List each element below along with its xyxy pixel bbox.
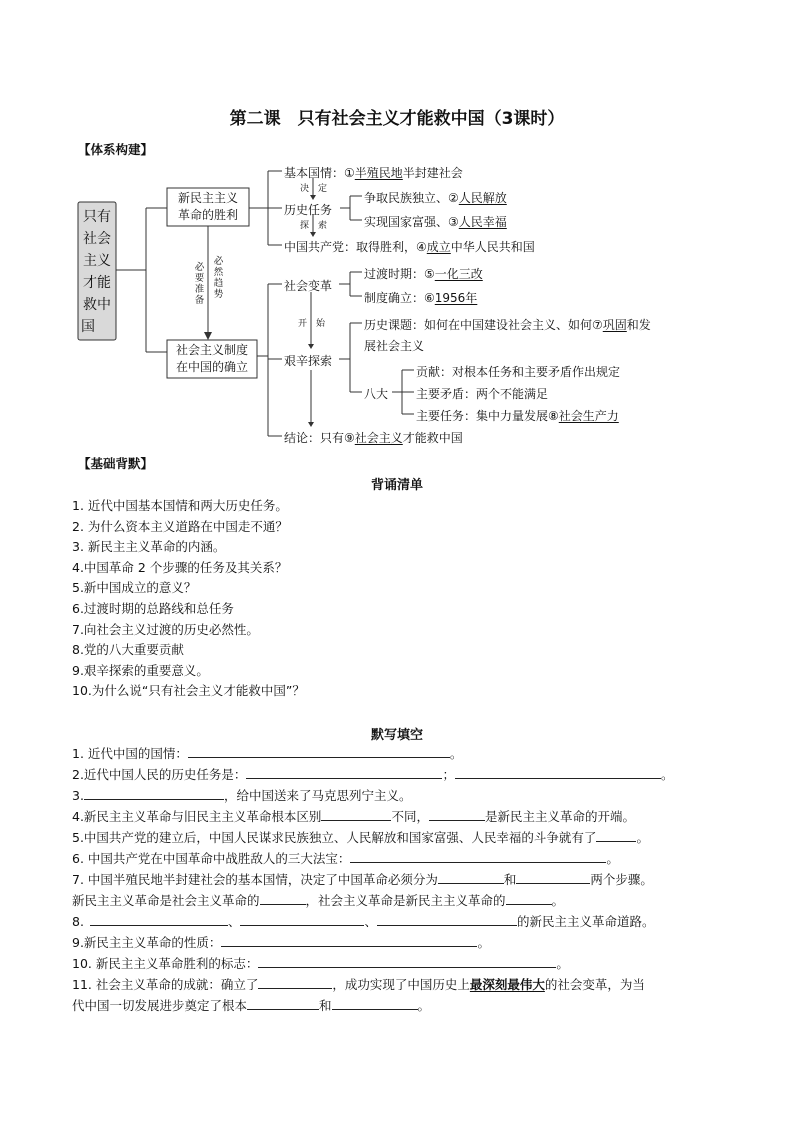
node-conclusion	[284, 429, 463, 446]
node-main-contradiction: 主要矛盾：两个不能满足	[416, 387, 549, 401]
node-8th-congress: 八大	[364, 387, 389, 401]
text: 中华人民共和国	[450, 240, 535, 254]
label-start: 开 始	[298, 319, 326, 329]
node-task-2	[364, 213, 507, 230]
text: 1. 近代中国的国情：	[72, 746, 188, 761]
text: ，给中国送来了马克思列宁主义。	[223, 788, 412, 803]
answer: 成立	[426, 240, 451, 254]
text: 2.近代中国人民的历史任务是：	[72, 767, 247, 782]
vchar: 要	[194, 273, 205, 284]
dictation-q3	[72, 786, 411, 804]
text: 结论：只有⑨	[284, 431, 355, 445]
text: 5.中国共产党的建立后，中国人民谋求民族独立、人民解放和国家富强、人民幸福的斗争就有了	[72, 830, 597, 845]
text: 两个步骤。	[590, 872, 653, 887]
root-line: 只有	[83, 209, 111, 225]
node-social-reform: 社会变革	[284, 279, 333, 293]
text: 。	[660, 767, 674, 782]
mindmap-connectors	[0, 0, 794, 460]
root-line: 国	[81, 319, 95, 335]
text: 10. 新民主主义革命胜利的标志：	[72, 956, 259, 971]
section-basics-heading: 【基础背默】	[78, 456, 154, 471]
blank-field[interactable]	[321, 808, 391, 821]
answer: 半殖民地	[354, 166, 403, 180]
box-line: 社会主义制度	[175, 343, 248, 357]
section-structure-heading: 【体系构建】	[78, 142, 154, 157]
recite-list	[72, 496, 305, 702]
blank-field[interactable]	[246, 766, 442, 779]
box-line: 新民主主义	[177, 191, 238, 205]
dictation-q6	[72, 849, 619, 867]
text: 的社会变革，为当	[544, 977, 645, 992]
node-cpc	[284, 238, 535, 255]
text: 。	[449, 746, 463, 761]
list-item: 9.艰辛探索的重要意义。	[72, 662, 209, 678]
blank-field[interactable]	[506, 892, 552, 905]
text: 。	[477, 935, 490, 950]
vchar: 势	[213, 289, 224, 300]
vchar: 然	[213, 267, 224, 278]
text: ，成功实现了中国历史上	[332, 977, 470, 992]
list-item: 5.新中国成立的意义？	[72, 580, 197, 596]
blank-field[interactable]	[240, 913, 364, 926]
dictation-q2	[72, 765, 673, 783]
blank-field[interactable]	[455, 766, 661, 779]
emphasis-text: 最深刻最伟大	[469, 977, 545, 992]
blank-field[interactable]	[260, 892, 306, 905]
dictation-q5	[72, 828, 649, 846]
blank-field[interactable]	[516, 871, 590, 884]
text: 4.新民主主义革命与旧民主主义革命根本区别	[72, 809, 322, 824]
dictation-q11	[72, 975, 645, 993]
blank-field[interactable]	[247, 997, 319, 1010]
text: 。	[636, 830, 649, 845]
label-explore: 探 索	[300, 221, 328, 231]
text: 和发	[626, 318, 651, 332]
blank-field[interactable]	[350, 850, 606, 863]
blank-field[interactable]	[221, 934, 477, 947]
text: ，社会主义革命是新民主主义革命的	[305, 893, 506, 908]
dictation-q10	[72, 954, 569, 972]
dictation-q7b	[72, 891, 564, 909]
text: 中国共产党：取得胜利，④	[284, 240, 427, 254]
dictation-q4	[72, 807, 635, 825]
text: 。	[606, 851, 619, 866]
blank-field[interactable]	[429, 808, 485, 821]
text: 新民主主义革命是社会主义革命的	[72, 893, 260, 908]
box-line: 在中国的确立	[175, 360, 248, 374]
vchar: 必	[213, 256, 224, 267]
text: 3.	[72, 788, 84, 803]
answer: 1956年	[434, 291, 478, 305]
blank-field[interactable]	[188, 745, 450, 758]
text: 、	[227, 914, 241, 929]
node-hard-exploration: 艰辛探索	[284, 354, 333, 368]
root-line: 救中	[83, 297, 111, 313]
node-history-topic	[364, 316, 651, 333]
node-contribution: 贡献：对根本任务和主要矛盾作出规定	[416, 365, 621, 379]
vchar: 备	[194, 295, 205, 306]
text: 9.新民主主义革命的性质：	[72, 935, 222, 950]
blank-field[interactable]	[90, 913, 228, 926]
text: 过渡时期：⑤	[364, 267, 435, 281]
dictation-q9	[72, 933, 490, 951]
text: 基本国情：①	[284, 166, 355, 180]
box-new-democratic-revolution	[167, 190, 249, 224]
label-decide: 决 定	[300, 184, 328, 194]
answer: 社会生产力	[558, 409, 619, 423]
answer: 一化三改	[434, 267, 483, 281]
text: 8.	[72, 914, 84, 929]
mindmap-root	[78, 206, 116, 338]
list-item: 1. 近代中国基本国情和两大历史任务。	[72, 498, 288, 513]
node-main-task	[416, 407, 619, 424]
text: 才能救中国	[402, 431, 463, 445]
root-line: 才能	[83, 275, 111, 291]
node-history-task: 历史任务	[284, 203, 333, 217]
blank-field[interactable]	[84, 787, 224, 800]
text: 主要任务：集中力量发展⑧	[416, 409, 559, 423]
text: 和	[503, 872, 517, 887]
text: 、	[364, 914, 377, 929]
blank-field[interactable]	[377, 913, 517, 926]
node-national-condition	[284, 164, 463, 181]
answer: 巩固	[602, 318, 627, 332]
text: 11. 社会主义革命的成就：确立了	[72, 977, 259, 992]
text: 。	[551, 893, 565, 908]
page-title: 第二课 只有社会主义才能救中国（3课时）	[229, 109, 565, 129]
box-socialist-system	[167, 342, 257, 376]
list-item: 3. 新民主主义革命的内涵。	[72, 539, 226, 555]
text: 半封建社会	[402, 166, 463, 180]
text: 争取民族独立、②	[364, 191, 459, 205]
node-transition	[364, 265, 483, 282]
text: 制度确立：⑥	[364, 291, 435, 305]
list-item: 4.中国革命 2 个步骤的任务及其关系？	[72, 559, 288, 575]
dictation-q8	[72, 912, 654, 930]
box-line: 革命的胜利	[177, 208, 238, 222]
node-history-topic-line2: 展社会主义	[364, 339, 425, 353]
dictation-q7	[72, 870, 653, 888]
text: 7. 中国半殖民地半封建社会的基本国情，决定了中国革命必须分为	[72, 872, 438, 887]
vchar: 必	[194, 262, 205, 273]
recite-heading: 背诵清单	[370, 478, 423, 493]
text: ；	[442, 767, 455, 782]
text: 和	[319, 998, 332, 1013]
root-line: 社会	[83, 231, 111, 247]
text: 。	[417, 998, 431, 1013]
list-item: 8.党的八大重要贡献	[72, 642, 184, 658]
answer: 人民幸福	[458, 215, 507, 229]
label-necessary-preparation	[194, 262, 205, 306]
blank-field[interactable]	[258, 976, 332, 989]
blank-field[interactable]	[596, 829, 636, 842]
blank-field[interactable]	[438, 871, 504, 884]
blank-field[interactable]	[332, 997, 418, 1010]
list-item: 6.过渡时期的总路线和总任务	[72, 600, 234, 616]
dictation-heading: 默写填空	[370, 728, 423, 743]
blank-field[interactable]	[258, 955, 556, 968]
root-line: 主义	[83, 253, 111, 269]
text: 的新民主主义革命道路。	[516, 914, 655, 929]
text: 历史课题：如何在中国建设社会主义、如何⑦	[364, 318, 603, 332]
list-item: 7.向社会主义过渡的历史必然性。	[72, 621, 259, 637]
list-item: 2. 为什么资本主义道路在中国走不通？	[72, 518, 288, 534]
text: 代中国一切发展进步奠定了根本	[72, 998, 248, 1013]
vchar: 趋	[213, 278, 224, 289]
dictation-q1	[72, 744, 462, 762]
text: 是新民主主义革命的开端。	[484, 809, 635, 824]
text: 实现国家富强、③	[364, 215, 459, 229]
answer: 社会主义	[354, 431, 403, 445]
node-system-established	[364, 289, 477, 306]
node-task-1	[364, 189, 507, 206]
dictation-q11b	[72, 996, 430, 1014]
answer: 人民解放	[458, 191, 507, 205]
text: 。	[556, 956, 569, 971]
text: 不同，	[391, 809, 429, 824]
text: 6. 中国共产党在中国革命中战胜敌人的三大法宝：	[72, 851, 351, 866]
vchar: 准	[194, 284, 205, 295]
list-item: 10.为什么说“只有社会主义才能救中国”？	[72, 683, 305, 699]
label-inevitable-trend	[213, 256, 224, 300]
